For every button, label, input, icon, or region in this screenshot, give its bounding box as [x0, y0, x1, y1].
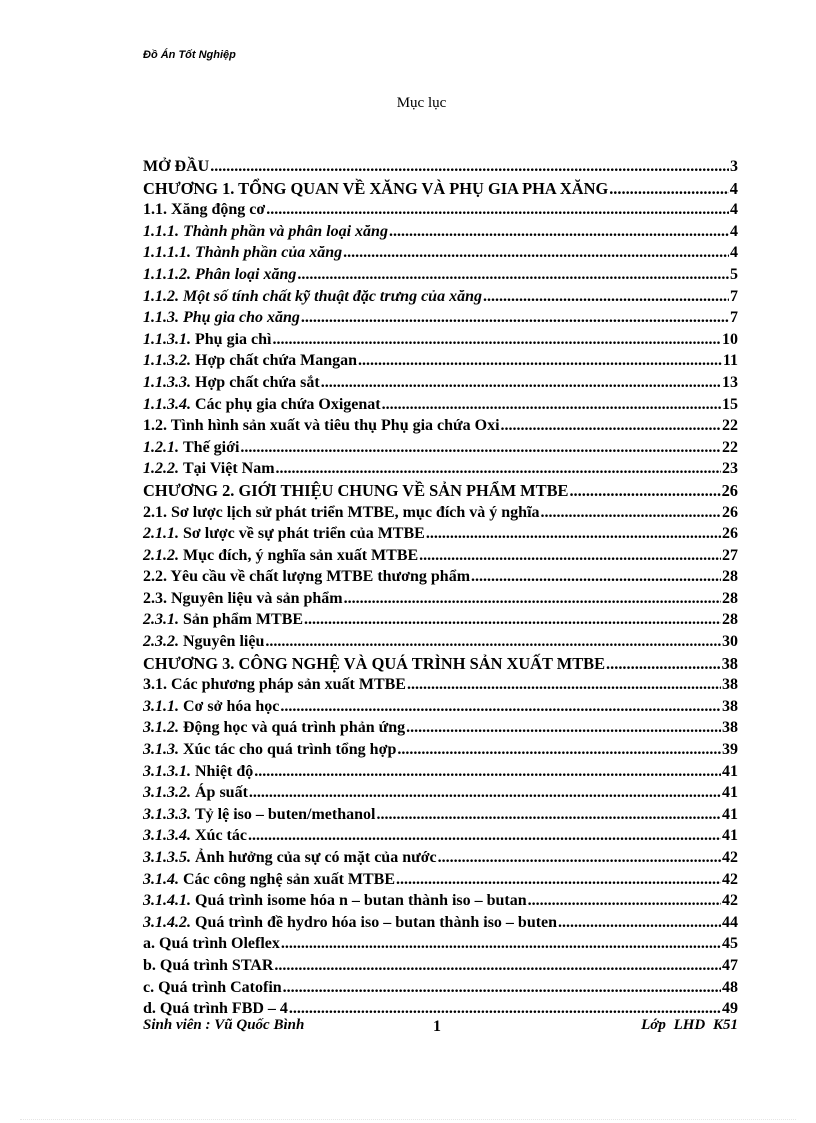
toc-entry[interactable] [143, 178, 738, 200]
toc-entry-page: 42 [722, 870, 738, 888]
toc-entry[interactable] [143, 415, 738, 437]
toc-entry-title [143, 437, 239, 459]
toc-entry-page: 23 [722, 460, 738, 478]
toc-dot-leader [248, 825, 721, 847]
toc-entry-title [143, 329, 271, 351]
toc-dot-leader [501, 415, 721, 437]
toc-entry[interactable] [143, 566, 738, 588]
toc-entry-page: 42 [722, 849, 738, 866]
toc-entry-text: 3.1. Các phương pháp sản xuất MTBE [143, 676, 406, 694]
toc-entry-text: 1.1.2. Một số tính chất kỹ thuật đặc trưng của xăng [143, 287, 482, 305]
toc-entry-title [143, 394, 381, 416]
toc-entry[interactable] [143, 782, 738, 804]
toc-entry[interactable] [143, 545, 738, 567]
toc-entry-page: 38 [721, 653, 738, 673]
toc-dot-leader [276, 458, 721, 480]
toc-dot-leader [304, 609, 721, 631]
toc-entry[interactable] [143, 329, 738, 351]
toc-entry-text: MỞ ĐẦU [143, 158, 210, 175]
toc-entry-page: 41 [722, 762, 738, 780]
toc-entry-number: 1.1.3.4. [143, 395, 191, 413]
toc-dot-leader [358, 350, 722, 372]
toc-entry-text: Ảnh hưởng của sự có mặt của nước [195, 849, 437, 866]
toc-entry-number: 1.1.3.2. [143, 352, 191, 370]
toc-dot-leader [397, 739, 721, 761]
toc-entry-text: Các phụ gia chứa Oxigenat [195, 395, 381, 413]
toc-entry-page: 4 [730, 201, 738, 219]
toc-entry[interactable] [143, 739, 738, 761]
toc-entry-title [143, 804, 375, 826]
toc-entry-page: 4 [729, 178, 738, 198]
toc-entry-title [143, 178, 608, 200]
toc-dot-leader [483, 286, 729, 308]
toc-entry-text: c. Quá trình Catofin [143, 978, 282, 996]
bottom-dotted-rule [20, 1119, 796, 1121]
toc-entry-text: Động học và quá trình phản ứng [183, 719, 406, 737]
toc-dot-leader [344, 588, 721, 610]
toc-entry[interactable] [143, 977, 738, 999]
toc-entry-page: 28 [722, 611, 738, 629]
toc-entry-title [143, 415, 500, 437]
toc-entry-number: 3.1.2. [143, 719, 179, 737]
toc-entry-page: 15 [722, 395, 738, 413]
toc-entry-text: CHƯƠNG 2. GIỚI THIỆU CHUNG VỀ SẢN PHẨM MTBE [143, 480, 569, 500]
toc-dot-leader [265, 631, 721, 653]
toc-entry-title [143, 609, 303, 631]
toc-entry-title [143, 458, 275, 480]
toc-entry[interactable] [143, 480, 738, 502]
toc-entry-page: 42 [722, 892, 738, 910]
toc-entry-title [143, 523, 425, 545]
footer-class: Lớp LHD K51 [641, 1017, 738, 1033]
toc-entry-text: a. Quá trình Oleflex [143, 935, 280, 953]
toc-entry-text: 1.1.1. Thành phần và phân loại xăng [143, 222, 388, 240]
toc-entry[interactable] [143, 372, 738, 394]
toc-entry-number: 3.1.3.3. [143, 805, 191, 823]
toc-entry-page: 28 [722, 568, 738, 586]
toc-entry-text: Các công nghệ sản xuất MTBE [183, 870, 396, 888]
toc-entry-text: 1.1. Xăng động cơ [143, 201, 266, 219]
toc-entry-page: 13 [722, 373, 738, 391]
toc-entry-title [143, 307, 300, 329]
toc-entry-title [143, 825, 247, 847]
toc-entry[interactable] [143, 307, 738, 329]
toc-entry-page: 30 [722, 633, 738, 651]
toc-entry[interactable] [143, 847, 738, 869]
toc-dot-leader [280, 696, 721, 718]
toc-entry-number: 2.3.1. [143, 611, 179, 629]
toc-dot-leader [438, 847, 721, 869]
toc-entry-page: 26 [722, 525, 738, 543]
toc-entry-number: 2.3.2. [143, 633, 179, 651]
toc-entry-text: Cơ sở hóa học [183, 697, 280, 715]
toc-dot-leader [210, 156, 729, 178]
toc-entry-page: 4 [730, 222, 738, 240]
toc-entry-title [143, 653, 605, 675]
toc-dot-leader [609, 178, 729, 200]
toc-entry-title [143, 631, 264, 653]
toc-dot-leader [283, 977, 721, 999]
toc-entry-text: 2.1. Sơ lược lịch sử phát triển MTBE, mục đích và ý nghĩa [143, 503, 540, 521]
toc-entry-title [143, 286, 482, 308]
toc-entry[interactable] [143, 394, 738, 416]
toc-dot-leader [376, 804, 721, 826]
toc-entry-page: 27 [722, 546, 738, 564]
toc-entry-text: Nhiệt độ [195, 762, 254, 780]
toc-entry-title [143, 890, 527, 912]
toc-entry-number: 1.1.3.1. [143, 330, 191, 348]
toc-entry[interactable] [143, 653, 738, 675]
toc-entry[interactable] [143, 458, 738, 480]
page-footer [143, 1017, 738, 1037]
toc-entry-title [143, 156, 209, 178]
toc-dot-leader [389, 221, 729, 243]
toc-entry-text: Mục đích, ý nghĩa sản xuất MTBE [183, 546, 419, 564]
toc-entry-page: 41 [722, 827, 738, 845]
toc-entry-page: 22 [722, 438, 738, 456]
toc-entry-page: 41 [722, 784, 738, 802]
toc-entry-page: 26 [722, 503, 738, 521]
toc-dot-leader [471, 566, 721, 588]
toc-entry-title [143, 739, 396, 761]
toc-entry[interactable] [143, 631, 738, 653]
toc-entry-text: Sơ lược về sự phát triển của MTBE [183, 525, 425, 543]
toc-entry-title [143, 264, 296, 286]
toc-entry-title [143, 674, 406, 696]
toc-entry-title [143, 588, 343, 610]
toc-dot-leader [569, 480, 720, 502]
toc-dot-leader [266, 199, 729, 221]
toc-dot-leader [541, 502, 721, 524]
toc-entry[interactable] [143, 869, 738, 891]
table-of-contents [143, 156, 738, 1020]
toc-entry-page: 41 [722, 805, 738, 823]
toc-entry-page: 26 [721, 480, 738, 500]
toc-entry[interactable] [143, 825, 738, 847]
running-header: Đồ Án Tốt Nghiệp [143, 49, 236, 61]
toc-entry-title [143, 717, 405, 739]
toc-dot-leader [407, 674, 721, 696]
toc-dot-leader [606, 653, 721, 675]
toc-entry-number: 1.2.2. [143, 460, 179, 478]
toc-entry-text: 1.2. Tình hình sản xuất và tiêu thụ Phụ gia chứa Oxi [143, 417, 500, 435]
toc-entry[interactable] [143, 264, 738, 286]
toc-entry-page: 38 [722, 676, 738, 694]
toc-dot-leader [272, 329, 721, 351]
toc-entry-number: 3.1.4.1. [143, 892, 191, 910]
toc-entry-page: 7 [730, 309, 738, 327]
toc-entry[interactable] [143, 156, 738, 178]
toc-entry[interactable] [143, 523, 738, 545]
toc-entry[interactable] [143, 199, 738, 221]
toc-entry-number: 1.2.1. [143, 438, 179, 456]
toc-entry-text: Nguyên liệu [183, 633, 265, 651]
toc-entry-page: 38 [722, 697, 738, 715]
toc-entry-number: 3.1.3. [143, 741, 179, 759]
toc-entry-text: 1.1.1.2. Phân loại xăng [143, 265, 297, 283]
toc-entry[interactable] [143, 717, 738, 739]
toc-entry[interactable] [143, 804, 738, 826]
toc-entry-title [143, 221, 388, 243]
toc-dot-leader [382, 394, 721, 416]
toc-entry-page: 47 [722, 956, 738, 974]
toc-entry-text: 2.3. Nguyên liệu và sản phẩm [143, 589, 343, 607]
toc-entry-number: 3.1.3.2. [143, 784, 191, 802]
toc-entry-page: 28 [722, 589, 738, 607]
toc-entry-text: 1.1.1.1. Thành phần của xăng [143, 244, 343, 262]
toc-entry-title [143, 977, 282, 999]
toc-entry-page: 38 [722, 719, 738, 737]
toc-entry-text: Tại Việt Nam [183, 460, 275, 478]
toc-entry-text: Phụ gia chì [195, 330, 272, 348]
toc-entry-number: 3.1.1. [143, 697, 179, 715]
toc-entry-text: Hợp chất chứa sắt [195, 373, 320, 391]
toc-entry-title [143, 545, 418, 567]
toc-entry-page: 4 [730, 244, 738, 262]
toc-title: Mục lục [396, 95, 447, 111]
toc-entry-text: Áp suất [195, 784, 248, 802]
toc-entry-title [143, 761, 253, 783]
toc-entry-number: 3.1.3.5. [143, 849, 191, 866]
toc-dot-leader [343, 242, 729, 264]
toc-entry-title [143, 372, 320, 394]
toc-entry-text: Xúc tác cho quá trình tổng hợp [183, 741, 397, 759]
toc-entry[interactable] [143, 912, 738, 934]
toc-dot-leader [297, 264, 729, 286]
toc-entry[interactable] [143, 502, 738, 524]
toc-entry-number: 3.1.3.1. [143, 762, 191, 780]
toc-entry-text: CHƯƠNG 1. TỔNG QUAN VỀ XĂNG VÀ PHỤ GIA PHA XĂNG [143, 178, 609, 198]
toc-dot-leader [254, 761, 721, 783]
toc-dot-leader [240, 437, 721, 459]
footer-student: Sinh viên : Vũ Quốc Bình [143, 1017, 305, 1033]
toc-dot-leader [281, 933, 721, 955]
toc-entry[interactable] [143, 221, 738, 243]
toc-entry[interactable] [143, 761, 738, 783]
toc-entry-number: 3.1.3.4. [143, 827, 191, 845]
toc-entry-title [143, 502, 540, 524]
toc-entry[interactable] [143, 955, 738, 977]
toc-entry-text: Tỷ lệ iso – buten/methanol [195, 805, 376, 823]
toc-entry-page: 39 [722, 741, 738, 759]
toc-dot-leader [301, 307, 729, 329]
toc-dot-leader [249, 782, 721, 804]
toc-entry[interactable] [143, 674, 738, 696]
toc-entry-page: 49 [722, 1000, 738, 1018]
toc-entry[interactable] [143, 437, 738, 459]
toc-entry-title [143, 782, 248, 804]
toc-entry-title [143, 869, 395, 891]
toc-entry-number: 3.1.4. [143, 870, 179, 888]
toc-entry-title [143, 933, 280, 955]
toc-entry[interactable] [143, 286, 738, 308]
toc-dot-leader [396, 869, 721, 891]
toc-entry-text: Quá trình isome hóa n – butan thành iso – butan [195, 892, 527, 910]
toc-entry-page: 45 [722, 935, 738, 953]
toc-entry[interactable] [143, 350, 738, 372]
toc-entry-text: CHƯƠNG 3. CÔNG NGHỆ VÀ QUÁ TRÌNH SẢN XUẤT MTBE [143, 653, 606, 673]
toc-entry-number: 2.1.1. [143, 525, 179, 543]
toc-dot-leader [274, 955, 721, 977]
toc-entry-page: 44 [722, 913, 738, 931]
toc-entry[interactable] [143, 588, 738, 610]
toc-entry[interactable] [143, 890, 738, 912]
toc-entry-title [143, 955, 273, 977]
toc-entry-text: 2.2. Yêu cầu về chất lượng MTBE thương phẩm [143, 568, 471, 586]
toc-entry-number: 2.1.2. [143, 546, 179, 564]
toc-entry-page: 48 [722, 978, 738, 996]
toc-entry-title [143, 566, 470, 588]
footer-page-number: 1 [433, 1018, 441, 1035]
toc-entry-text: d. Quá trình FBD – 4 [143, 1000, 288, 1018]
toc-entry-page: 3 [730, 158, 738, 175]
toc-dot-leader [558, 912, 721, 934]
toc-entry[interactable] [143, 242, 738, 264]
toc-entry-number: 3.1.4.2. [143, 913, 191, 931]
toc-entry-text: 1.1.3. Phụ gia cho xăng [143, 309, 300, 327]
toc-entry[interactable] [143, 609, 738, 631]
toc-entry-text: b. Quá trình STAR [143, 956, 274, 974]
toc-entry-text: Quá trình đề hydro hóa iso – butan thành iso – buten [195, 913, 558, 931]
toc-entry-page: 22 [722, 417, 738, 435]
toc-entry-title [143, 696, 279, 718]
toc-entry-page: 10 [722, 330, 738, 348]
toc-dot-leader [426, 523, 721, 545]
toc-entry[interactable] [143, 696, 738, 718]
toc-entry-number: 1.1.3.3. [143, 373, 191, 391]
toc-entry-title [143, 199, 265, 221]
toc-entry-page: 11 [722, 352, 738, 370]
toc-entry-text: Thế giới [183, 438, 240, 456]
toc-dot-leader [528, 890, 721, 912]
toc-entry[interactable] [143, 933, 738, 955]
toc-dot-leader [321, 372, 721, 394]
toc-entry-title [143, 847, 437, 869]
toc-entry-text: Hợp chất chứa Mangan [195, 352, 358, 370]
toc-entry-page: 5 [730, 265, 738, 283]
toc-entry-title [143, 242, 342, 264]
toc-entry-text: Xúc tác [195, 827, 247, 845]
toc-entry-page: 7 [730, 287, 738, 305]
toc-entry-title [143, 912, 557, 934]
toc-dot-leader [419, 545, 721, 567]
toc-entry-title [143, 480, 568, 502]
toc-dot-leader [406, 717, 721, 739]
toc-entry-text: Sản phẩm MTBE [183, 611, 304, 629]
toc-entry-title [143, 350, 357, 372]
